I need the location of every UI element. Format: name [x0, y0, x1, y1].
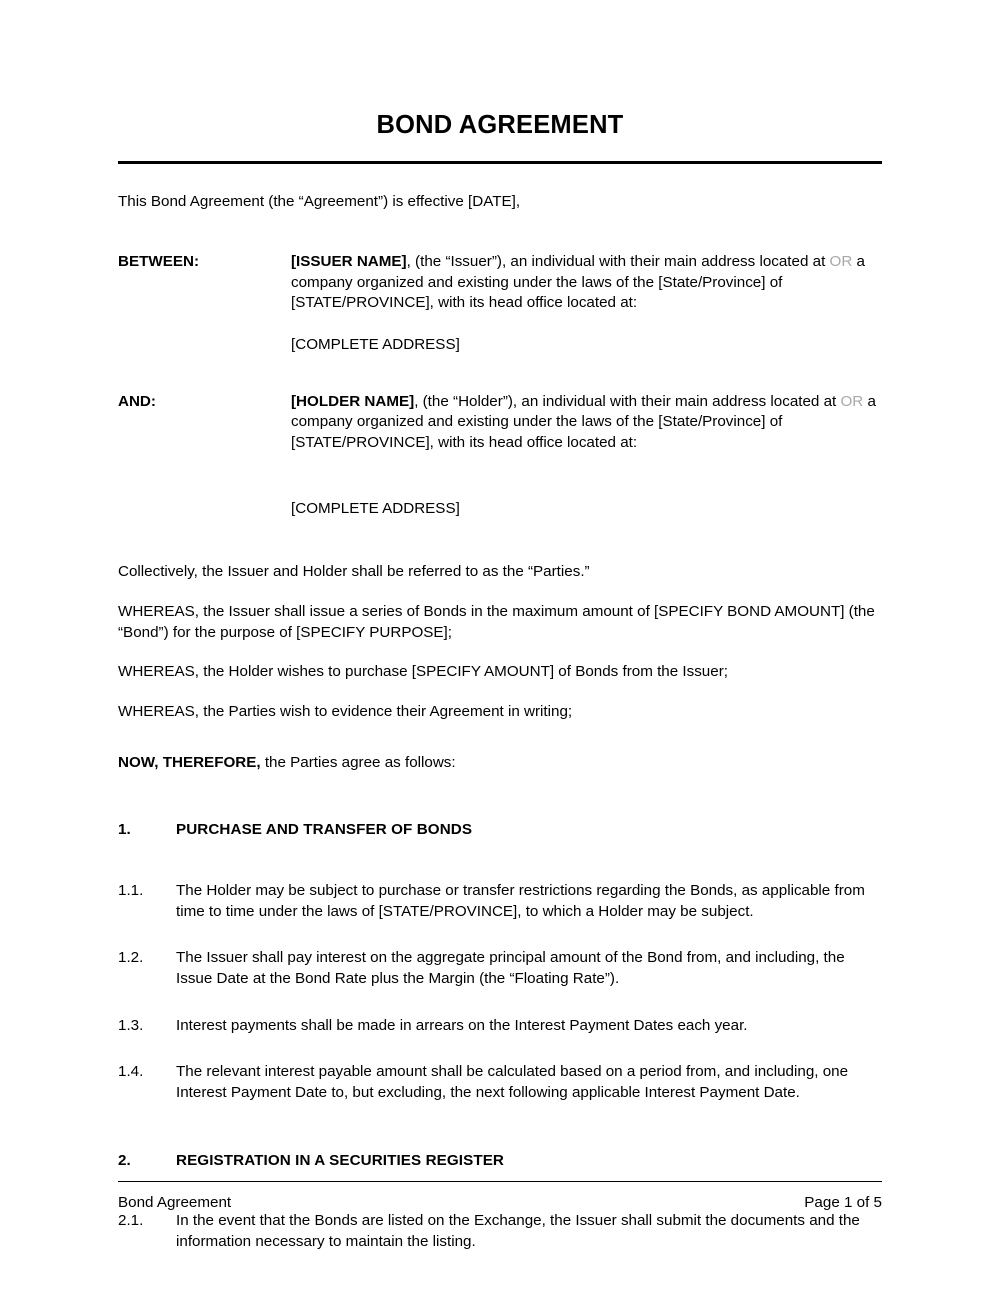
section-title-1: PURCHASE AND TRANSFER OF BONDS — [176, 821, 473, 839]
page-title: BOND AGREEMENT — [376, 111, 624, 139]
intro-paragraph: This Bond Agreement (the “Agreement”) is effective [DATE], — [118, 193, 521, 211]
clause-1-1 — [118, 881, 882, 922]
party-details-issuer — [291, 252, 882, 356]
now-therefore-paragraph — [118, 753, 882, 774]
clause-text-1-4: The relevant interest payable amount shall be calculated based on a period from, and including, one Interest Payment Date to, but excluding, the next following applicable Interest Payment Date. — [176, 1063, 849, 1102]
page-footer — [118, 1181, 882, 1214]
whereas-paragraph-2: WHEREAS, the Holder wishes to purchase [SPECIFY AMOUNT] of Bonds from the Issuer; — [118, 663, 728, 681]
party-details-holder — [291, 392, 882, 520]
now-therefore-lead: NOW, THEREFORE, — [118, 753, 261, 771]
clause-text-2-1: In the event that the Bonds are listed on the Exchange, the Issuer shall submit the documents and the information necessary to maintain the listing. — [176, 1212, 860, 1251]
party-block-holder — [118, 392, 882, 520]
collectively-paragraph: Collectively, the Issuer and Holder shall be referred to as the “Parties.” — [118, 563, 590, 581]
party-label-and: AND: — [118, 392, 156, 410]
holder-address-placeholder: [COMPLETE ADDRESS] — [291, 499, 460, 517]
clause-number-1-1: 1.1. — [118, 882, 144, 900]
clause-1-4 — [118, 1062, 882, 1103]
section-number-1: 1. — [118, 821, 131, 839]
issuer-individual-clause: , (the “Issuer”), an individual with their main address located at — [406, 252, 830, 270]
clause-1-2 — [118, 948, 882, 989]
section-number-2: 2. — [118, 1151, 131, 1169]
holder-name-placeholder: [HOLDER NAME] — [291, 392, 415, 410]
clause-1-3 — [118, 1016, 882, 1037]
holder-address-spacer — [291, 454, 882, 499]
clause-number-1-4: 1.4. — [118, 1063, 144, 1081]
party-block-issuer — [118, 252, 882, 356]
section-heading-1 — [118, 820, 882, 841]
holder-or-word: OR — [840, 392, 864, 410]
section-heading-2 — [118, 1151, 882, 1172]
party-label-between: BETWEEN: — [118, 252, 199, 270]
clause-text-1-1: The Holder may be subject to purchase or transfer restrictions regarding the Bonds, as applicable from time to time under the laws of [STATE/PROVINCE], to which a Holder may be subject. — [176, 882, 865, 920]
issuer-or-word: OR — [829, 252, 853, 270]
section-title-2: REGISTRATION IN A SECURITIES REGISTER — [176, 1151, 505, 1169]
clause-number-1-3: 1.3. — [118, 1016, 144, 1034]
clause-text-1-2: The Issuer shall pay interest on the aggregate principal amount of the Bond from, and including, the Issue Date at the Bond Rate plus the Margin (the “Floating Rate”). — [176, 949, 845, 988]
now-therefore-rest: the Parties agree as follows: — [260, 753, 456, 771]
whereas-paragraph-1: WHEREAS, the Issuer shall issue a series of Bonds in the maximum amount of [SPECIFY BOND AMOUNT] (the “Bond”) for the purpose of [SPECIFY PURPOSE]; — [118, 603, 875, 641]
clause-2-1 — [118, 1211, 882, 1252]
holder-company-clause: a company organized and existing under the laws of the [State/Province] of [STATE/PROVINCE], with its head office located at: — [291, 392, 876, 452]
clause-text-1-3: Interest payments shall be made in arrears on the Interest Payment Dates each year. — [176, 1016, 748, 1034]
document-content — [118, 0, 882, 1253]
holder-individual-clause: , (the “Holder”), an individual with their main address located at — [414, 392, 841, 410]
title-divider — [118, 161, 882, 164]
footer-row — [118, 1182, 882, 1214]
clause-number-1-2: 1.2. — [118, 949, 144, 967]
issuer-address-spacer — [291, 314, 882, 335]
issuer-name-placeholder: [ISSUER NAME] — [291, 252, 407, 270]
clause-number-2-1: 2.1. — [118, 1212, 144, 1230]
footer-document-name: Bond Agreement — [118, 1194, 232, 1211]
whereas-paragraph-3: WHEREAS, the Parties wish to evidence their Agreement in writing; — [118, 703, 573, 721]
issuer-address-placeholder: [COMPLETE ADDRESS] — [291, 336, 460, 353]
issuer-company-clause: a company organized and existing under the laws of the [State/Province] of [STATE/PROVINCE], with its head office located at: — [291, 252, 865, 312]
footer-page-number: Page 1 of 5 — [804, 1194, 882, 1211]
